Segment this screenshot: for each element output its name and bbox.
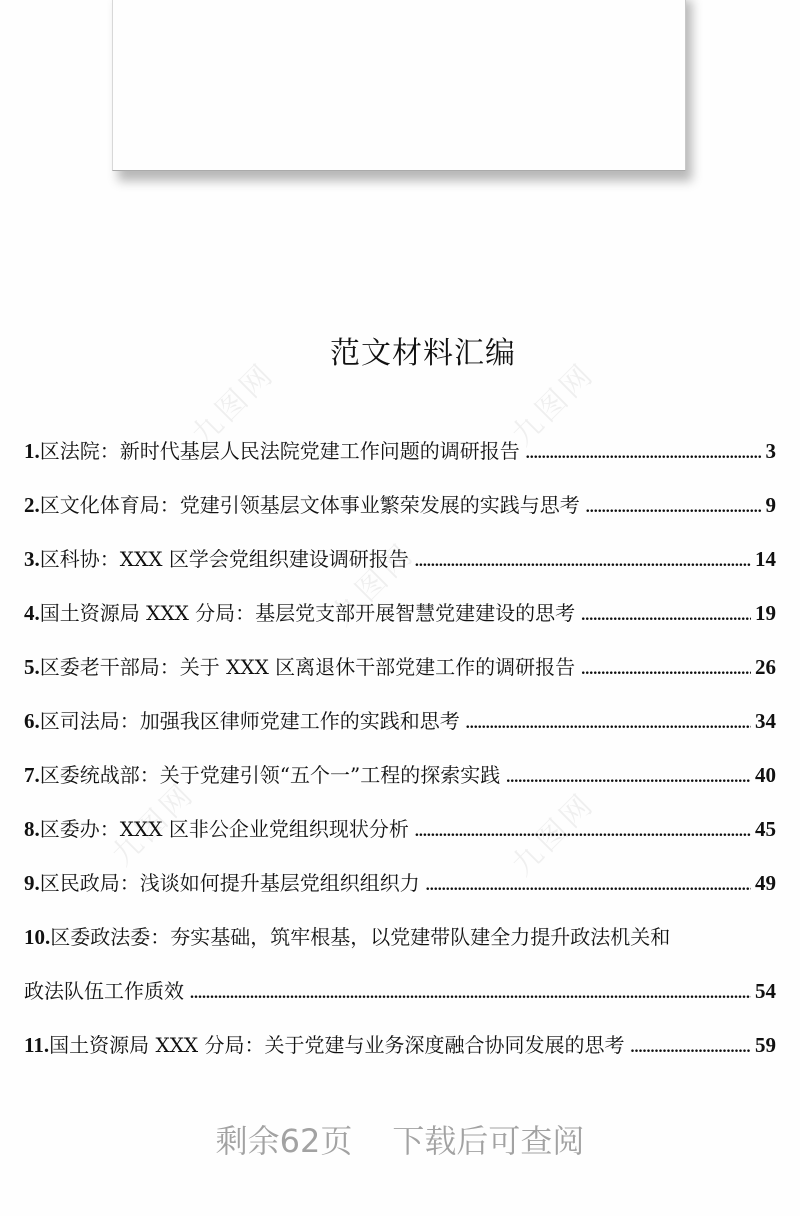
previous-page-preview [112,0,686,171]
toc-item-title: 区委老干部局：关于 XXX 区离退休干部党建工作的调研报告 [39,655,576,679]
dot-leader [581,655,751,685]
toc-item-title: 区司法局：加强我区律师党建工作的实践和思考 [39,709,460,733]
toc-item[interactable] [24,490,776,544]
toc-item-number: 3. [24,547,40,571]
toc-item-title: 区法院：新时代基层人民法院党建工作问题的调研报告 [39,439,520,463]
toc-item-title: 区委统战部：关于党建引领“五个一”工程的探索实践 [39,763,501,787]
toc-item[interactable] [24,868,776,922]
toc-item-number: 7. [24,763,40,787]
table-of-contents [24,436,776,1084]
toc-item-page: 45 [755,817,776,841]
toc-item-title: 区民政局：浅谈如何提升基层党组织组织力 [39,871,420,895]
toc-item-number: 10. [24,925,51,949]
toc-item-number: 2. [24,493,40,517]
toc-item[interactable] [24,1030,776,1084]
watermark: 九图网 [505,786,602,883]
toc-item-page: 40 [755,763,776,787]
toc-item-number: 8. [24,817,40,841]
toc-item[interactable] [24,922,776,1030]
toc-item-title-continued: 政法队伍工作质效 [24,979,184,1003]
toc-item-title: 区委政法委：夯实基础，筑牢根基，以党建带队建全力提升政法机关和 [50,925,671,949]
toc-item-number: 5. [24,655,40,679]
dot-leader [581,601,751,631]
toc-item-title: 区文化体育局：党建引领基层文体事业繁荣发展的实践与思考 [39,493,580,517]
download-hint-label: 下载后可查阅 [392,1122,585,1160]
toc-item-page: 19 [755,601,776,625]
toc-item-page: 49 [755,871,776,895]
dot-leader [190,979,751,1009]
toc-item-number: 1. [24,439,40,463]
toc-item[interactable] [24,760,776,814]
watermark: 九图网 [505,356,602,453]
document-title: 范文材料汇编 [330,336,516,371]
toc-item[interactable] [24,598,776,652]
dot-leader [526,439,762,469]
watermark: 九图网 [325,536,422,633]
toc-item-page: 26 [755,655,776,679]
remaining-pages-label: 剩余62页 [215,1122,353,1160]
toc-item[interactable] [24,706,776,760]
dot-leader [466,709,751,739]
toc-item-title: 区委办：XXX 区非公企业党组织现状分析 [39,817,409,841]
toc-item[interactable] [24,814,776,868]
dot-leader [631,1033,751,1063]
toc-item-number: 6. [24,709,40,733]
toc-item-number: 9. [24,871,40,895]
toc-item-title: 区科协：XXX 区学会党组织建设调研报告 [39,547,409,571]
toc-item[interactable] [24,436,776,490]
toc-item-page: 54 [755,979,776,1003]
toc-item-page: 9 [765,493,776,517]
toc-item-page: 14 [755,547,776,571]
watermark: 九图网 [185,356,282,453]
dot-leader [415,817,751,847]
toc-item-number: 11. [24,1033,50,1057]
dot-leader [586,493,762,523]
toc-item-page: 59 [755,1033,776,1057]
dot-leader [415,547,751,577]
dot-leader [426,871,751,901]
toc-item[interactable] [24,544,776,598]
watermark: 九图网 [105,776,202,873]
toc-item-page: 3 [765,439,776,463]
toc-item-title: 国土资源局 XXX 分局：基层党支部开展智慧党建建设的思考 [39,601,576,625]
toc-item-number: 4. [24,601,40,625]
dot-leader [506,763,751,793]
download-prompt[interactable] [0,1116,800,1162]
toc-item-title: 国土资源局 XXX 分局：关于党建与业务深度融合协同发展的思考 [49,1033,625,1057]
toc-item[interactable] [24,652,776,706]
toc-item-page: 34 [755,709,776,733]
